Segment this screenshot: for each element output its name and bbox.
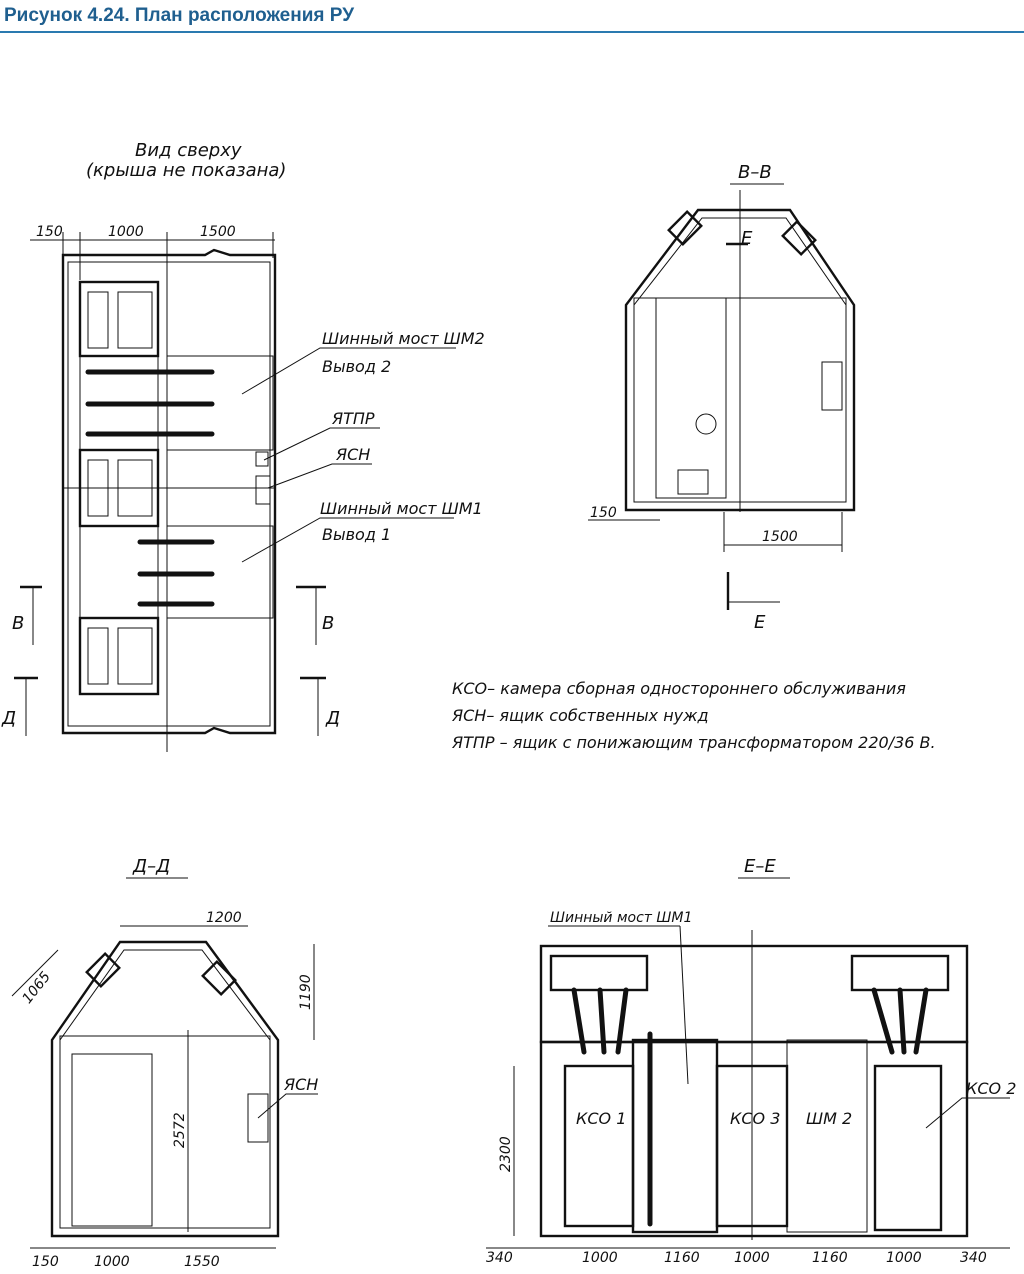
- dd-roof-inner: [60, 950, 270, 1040]
- dd-cell: [72, 1054, 152, 1226]
- dd-insulator-right: [203, 962, 236, 995]
- ee-dim-340b: 340: [960, 1250, 987, 1266]
- top-cell-3-block: [118, 628, 152, 684]
- bb-fuses: [678, 470, 708, 494]
- ee-kso2: [875, 1066, 941, 1230]
- dd-housing: [52, 942, 278, 1236]
- dd-dim-2572: 2572: [172, 1112, 188, 1148]
- top-dim-150: 150: [36, 224, 63, 240]
- ee-dim-2300: 2300: [498, 1136, 514, 1172]
- legend-yatpr: ЯТПР – ящик с понижающим трансформатором 220/36 В.: [452, 733, 936, 752]
- label-yatpr: ЯТПР: [332, 409, 375, 428]
- legend-kso: КСО– камера сборная одностороннего обслуживания: [452, 679, 906, 698]
- top-cell-3-switch: [88, 628, 108, 684]
- top-inner-frame: [68, 262, 270, 726]
- dd-dim-150: 150: [32, 1254, 59, 1270]
- figure-title: Рисунок 4.24. План расположения РУ: [4, 5, 355, 26]
- bb-mark-e-bottom: Е: [754, 612, 766, 633]
- ee-dim-1000c: 1000: [886, 1250, 922, 1266]
- dd-dim-1065: 1065: [19, 968, 55, 1007]
- dd-inner-frame: [60, 1036, 270, 1228]
- bb-dim-1500: 1500: [762, 529, 798, 545]
- ee-label-kso3: КСО 3: [730, 1109, 781, 1128]
- leader-yasn: [268, 464, 372, 488]
- ee-kso1: [565, 1066, 633, 1226]
- ee-label-kso1: КСО 1: [576, 1109, 627, 1128]
- ee-label-shm2: ШМ 2: [806, 1109, 853, 1128]
- mark-d-left: Д: [2, 708, 17, 729]
- mark-b-left: В: [12, 613, 25, 634]
- ee-bridge-left: [551, 956, 647, 990]
- section-dd: [12, 856, 318, 1270]
- ee-dim-1000b: 1000: [734, 1250, 770, 1266]
- dd-leader-yasn: [258, 1094, 318, 1118]
- top-cell-1-block: [118, 292, 152, 348]
- dd-dim-1200: 1200: [206, 910, 242, 926]
- bb-apparatus: [696, 414, 716, 434]
- section-dd-title: Д–Д: [133, 856, 171, 877]
- ee-label-kso2: КСО 2: [966, 1079, 1017, 1098]
- section-bb: [588, 162, 854, 633]
- bb-insulator-right: [783, 222, 816, 255]
- label-vyvod1: Вывод 1: [322, 525, 392, 544]
- bb-mark-e-top: Е: [741, 228, 753, 249]
- ee-dim-340a: 340: [486, 1250, 513, 1266]
- legend: [451, 679, 936, 752]
- mark-b-right: В: [322, 613, 335, 634]
- top-cell-3: [80, 618, 158, 694]
- ee-dim-1000a: 1000: [582, 1250, 618, 1266]
- top-view-title: Вид сверху: [135, 140, 242, 161]
- ee-shm2: [787, 1040, 867, 1232]
- ee-bridge-right: [852, 956, 948, 990]
- dd-label-yasn: ЯСН: [284, 1075, 319, 1094]
- bb-yasn-box: [822, 362, 842, 410]
- ee-housing: [541, 1042, 967, 1236]
- section-bb-title: В–В: [738, 162, 772, 183]
- dd-dim-1000: 1000: [94, 1254, 130, 1270]
- top-dim-1500: 1500: [200, 224, 236, 240]
- legend-yasn: ЯСН– ящик собственных нужд: [452, 706, 709, 725]
- label-yasn: ЯСН: [336, 445, 371, 464]
- top-cell-1-switch: [88, 292, 108, 348]
- top-view: [1, 140, 485, 752]
- label-shm2: Шинный мост ШМ2: [322, 329, 485, 348]
- top-dim-1000: 1000: [108, 224, 144, 240]
- section-ee: [486, 856, 1016, 1266]
- bb-cell: [656, 298, 726, 498]
- bb-dim-150: 150: [590, 505, 617, 521]
- ee-dim-1160a: 1160: [664, 1250, 700, 1266]
- top-outer-frame: [63, 250, 275, 733]
- top-cell-1: [80, 282, 158, 356]
- ee-shm1: [633, 1040, 717, 1232]
- ee-leader-shm1: [680, 926, 688, 1084]
- dd-dim-1190: 1190: [298, 974, 314, 1010]
- section-ee-title: Е–Е: [744, 856, 776, 877]
- mark-d-right: Д: [326, 708, 341, 729]
- ee-label-shm1: Шинный мост ШМ1: [550, 910, 693, 926]
- ee-dim-1160b: 1160: [812, 1250, 848, 1266]
- top-yasn-box: [256, 476, 270, 504]
- label-vyvod2: Вывод 2: [322, 357, 392, 376]
- label-shm1: Шинный мост ШМ1: [320, 499, 483, 518]
- dd-dim-1550: 1550: [184, 1254, 220, 1270]
- top-view-subtitle: (крыша не показана): [86, 160, 287, 181]
